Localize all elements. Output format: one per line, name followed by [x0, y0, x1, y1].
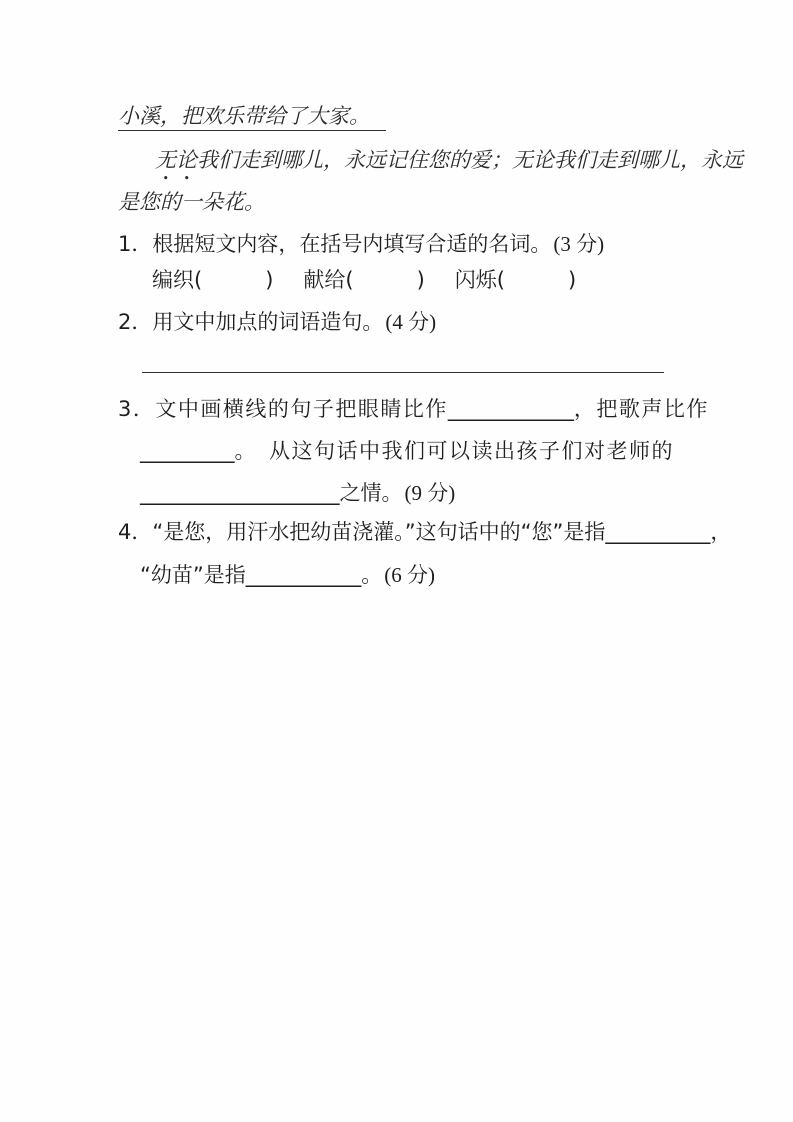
- emphasized-word: 无论: [155, 148, 197, 172]
- question-3-text: ，把歌声比作: [573, 397, 709, 421]
- question-2-score: (4 分): [385, 310, 437, 334]
- fill-blank-item: 献给( ): [303, 268, 425, 292]
- fill-blank-item: 编织( ): [152, 268, 274, 292]
- question-3-line-3: [140, 479, 455, 507]
- question-1-fill-row: [152, 266, 606, 294]
- passage-underlined-line: [118, 102, 386, 130]
- question-1-text: 1．根据短文内容，在括号内填写合适的名词。: [118, 232, 552, 256]
- answer-blank: ___________: [245, 563, 362, 587]
- question-4-text: 4．“是您，用汗水把幼苗浇灌。”这句话中的“您”是指: [118, 520, 606, 544]
- question-3-line-1: [118, 395, 709, 423]
- question-4-score: (6 分): [384, 563, 436, 587]
- question-3-text: 之情。: [339, 481, 403, 505]
- passage-text: 我们走到哪儿，永远记住您的爱；无论我们走到哪儿，永远: [197, 148, 743, 172]
- question-4-text: ，: [710, 520, 732, 544]
- question-3-text: 3．文中画横线的句子把眼睛比作: [118, 397, 448, 421]
- underlined-sentence: 小溪，把欢乐带给了大家。: [118, 104, 386, 131]
- question-2-text: 2．用文中加点的词语造句。: [118, 310, 384, 334]
- answer-blank: _________: [140, 439, 235, 463]
- question-4-line-1: [118, 518, 731, 546]
- question-3-text: 。 从这句话中我们可以读出孩子们对老师的: [234, 439, 674, 463]
- question-4-text: “幼苗”是指: [140, 563, 246, 587]
- answer-blank: ____________: [447, 397, 574, 421]
- fill-blank-item: 闪烁( ): [454, 268, 577, 292]
- answer-blank: __________: [605, 520, 711, 544]
- question-1: [118, 230, 604, 258]
- answer-blank-line: [142, 352, 664, 373]
- question-3-score: (9 分): [404, 481, 456, 505]
- passage-line-2: [155, 146, 743, 174]
- question-1-score: (3 分): [553, 232, 605, 256]
- question-3-line-2: [140, 437, 674, 465]
- question-4-text: 。: [361, 563, 383, 587]
- question-4-line-2: [140, 561, 435, 589]
- passage-line-3: 是您的一朵花。: [118, 190, 265, 214]
- answer-blank: ___________________: [140, 481, 340, 505]
- question-2: [118, 308, 436, 336]
